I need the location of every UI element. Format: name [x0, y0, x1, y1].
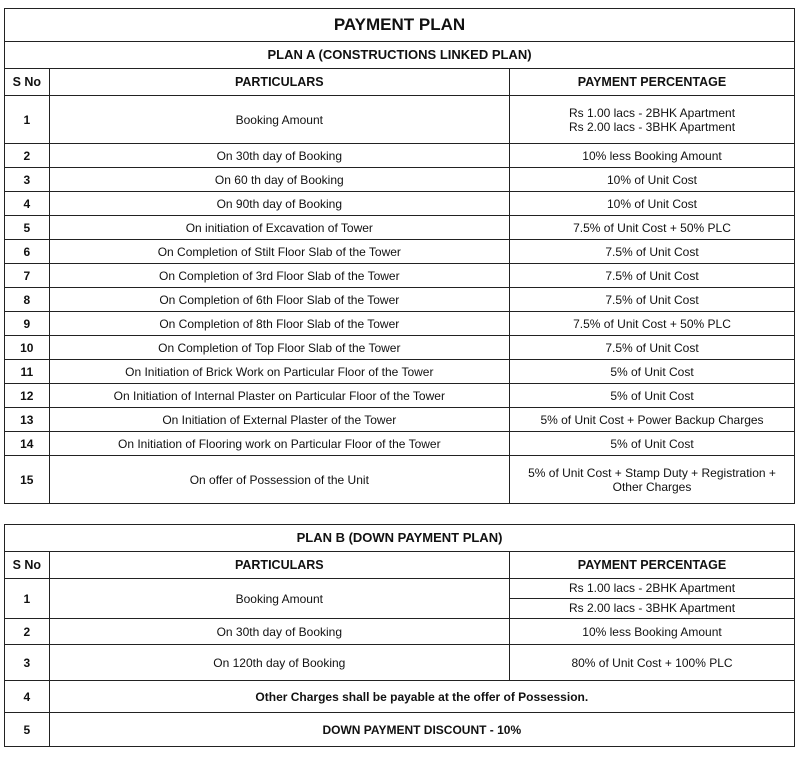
row-payment — [510, 456, 795, 504]
plan-b-row — [5, 619, 795, 645]
col-header-particulars: PARTICULARS — [49, 69, 509, 96]
row-sno: 14 — [5, 432, 50, 456]
row-payment — [510, 192, 795, 216]
row-payment — [510, 360, 795, 384]
row-particular: Booking Amount — [49, 96, 509, 144]
plan-a-row — [5, 216, 795, 240]
payment-line: 7.5% of Unit Cost + 50% PLC — [573, 316, 731, 331]
row-particular: On Initiation of Flooring work on Particular Floor of the Tower — [49, 432, 509, 456]
row-payment — [510, 216, 795, 240]
plan-a-heading-row — [5, 42, 795, 69]
row-particular: On 30th day of Booking — [49, 619, 509, 645]
payment-line: 10% of Unit Cost — [606, 196, 698, 211]
row-particular: On Completion of Top Floor Slab of the Tower — [49, 336, 509, 360]
plan-a-row — [5, 192, 795, 216]
row-sno: 5 — [5, 216, 50, 240]
row-sno: 12 — [5, 384, 50, 408]
row-payment — [510, 240, 795, 264]
row-payment — [510, 264, 795, 288]
payment-line: Rs 1.00 lacs - 2BHK Apartment — [568, 581, 736, 595]
row-payment — [510, 312, 795, 336]
plan-b-header-row — [5, 552, 795, 579]
row-sno: 2 — [5, 619, 50, 645]
row-particular: On 90th day of Booking — [49, 192, 509, 216]
row-particular: On initiation of Excavation of Tower — [49, 216, 509, 240]
row-payment — [510, 619, 795, 645]
payment-line: Rs 2.00 lacs - 3BHK Apartment — [510, 598, 794, 618]
page-title: PAYMENT PLAN — [5, 9, 795, 42]
row-note: Other Charges shall be payable at the offer of Possession. — [49, 681, 794, 713]
payment-line: Rs 1.00 lacs - 2BHK Apartment — [568, 105, 736, 120]
row-sno: 10 — [5, 336, 50, 360]
plan-b-row — [5, 645, 795, 681]
plan-b-heading-row — [5, 525, 795, 552]
payment-line: 10% less Booking Amount — [582, 148, 722, 163]
row-sno: 2 — [5, 144, 50, 168]
payment-line: 80% of Unit Cost + 100% PLC — [571, 655, 733, 670]
row-particular: On 60 th day of Booking — [49, 168, 509, 192]
payment-line: Other Charges — [612, 479, 692, 494]
title-row — [5, 9, 795, 42]
row-sno: 7 — [5, 264, 50, 288]
plan-a-row — [5, 384, 795, 408]
col-header-sno: S No — [5, 552, 50, 579]
row-payment — [510, 579, 795, 619]
row-payment — [510, 408, 795, 432]
col-header-payment: PAYMENT PERCENTAGE — [510, 552, 795, 579]
row-payment — [510, 384, 795, 408]
row-sno: 11 — [5, 360, 50, 384]
payment-line: Rs 2.00 lacs - 3BHK Apartment — [568, 119, 736, 134]
row-particular: On Initiation of Brick Work on Particular Floor of the Tower — [49, 360, 509, 384]
payment-line: 7.5% of Unit Cost + 50% PLC — [573, 220, 731, 235]
payment-line: 7.5% of Unit Cost — [605, 340, 699, 355]
row-particular: On offer of Possession of the Unit — [49, 456, 509, 504]
row-payment — [510, 432, 795, 456]
plan-a-row — [5, 360, 795, 384]
row-particular: On Completion of 3rd Floor Slab of the Tower — [49, 264, 509, 288]
row-sno: 1 — [5, 96, 50, 144]
row-sno: 1 — [5, 579, 50, 619]
plan-a-row — [5, 96, 795, 144]
plan-a-table — [4, 8, 795, 504]
plan-b-heading: PLAN B (DOWN PAYMENT PLAN) — [5, 525, 795, 552]
row-particular: On 120th day of Booking — [49, 645, 509, 681]
plan-a-row — [5, 456, 795, 504]
row-sno: 6 — [5, 240, 50, 264]
row-note: DOWN PAYMENT DISCOUNT - 10% — [49, 713, 794, 747]
plan-a-row — [5, 432, 795, 456]
plan-b-body — [5, 579, 795, 747]
row-payment — [510, 336, 795, 360]
row-particular: On 30th day of Booking — [49, 144, 509, 168]
row-payment — [510, 288, 795, 312]
payment-line: 7.5% of Unit Cost — [605, 268, 699, 283]
plan-a-row — [5, 264, 795, 288]
row-sno: 3 — [5, 645, 50, 681]
payment-line: 5% of Unit Cost — [610, 436, 694, 451]
payment-line: 5% of Unit Cost + Power Backup Charges — [540, 412, 764, 427]
row-sno: 4 — [5, 192, 50, 216]
row-payment — [510, 168, 795, 192]
col-header-sno: S No — [5, 69, 50, 96]
plan-a-heading: PLAN A (CONSTRUCTIONS LINKED PLAN) — [5, 42, 795, 69]
row-particular: Booking Amount — [49, 579, 509, 619]
plan-a-row — [5, 408, 795, 432]
row-payment — [510, 645, 795, 681]
row-particular: On Initiation of External Plaster of the Tower — [49, 408, 509, 432]
col-header-particulars: PARTICULARS — [49, 552, 509, 579]
plan-a-row — [5, 144, 795, 168]
payment-line: 7.5% of Unit Cost — [605, 292, 699, 307]
plan-b-note-row — [5, 681, 795, 713]
row-sno: 8 — [5, 288, 50, 312]
row-sno: 3 — [5, 168, 50, 192]
plan-b-row — [5, 579, 795, 619]
row-particular: On Completion of 8th Floor Slab of the Tower — [49, 312, 509, 336]
payment-line: 5% of Unit Cost + Stamp Duty + Registration + — [528, 465, 776, 480]
payment-line: 10% of Unit Cost — [606, 172, 698, 187]
plan-a-header-row — [5, 69, 795, 96]
plan-a-row — [5, 336, 795, 360]
plan-a-row — [5, 168, 795, 192]
row-sno: 13 — [5, 408, 50, 432]
row-particular: On Initiation of Internal Plaster on Particular Floor of the Tower — [49, 384, 509, 408]
plan-a-row — [5, 240, 795, 264]
plan-a-row — [5, 312, 795, 336]
col-header-payment: PAYMENT PERCENTAGE — [510, 69, 795, 96]
row-payment — [510, 96, 795, 144]
plan-b-table — [4, 524, 795, 747]
payment-line: 10% less Booking Amount — [582, 624, 722, 639]
payment-line: 7.5% of Unit Cost — [605, 244, 699, 259]
row-sno: 9 — [5, 312, 50, 336]
row-sno: 4 — [5, 681, 50, 713]
row-particular: On Completion of Stilt Floor Slab of the Tower — [49, 240, 509, 264]
payment-line: 5% of Unit Cost — [610, 364, 694, 379]
row-payment — [510, 144, 795, 168]
row-sno: 5 — [5, 713, 50, 747]
row-particular: On Completion of 6th Floor Slab of the Tower — [49, 288, 509, 312]
plan-b-note-row — [5, 713, 795, 747]
plan-a-row — [5, 288, 795, 312]
payment-line: 5% of Unit Cost — [610, 388, 694, 403]
plan-a-body — [5, 96, 795, 504]
row-sno: 15 — [5, 456, 50, 504]
